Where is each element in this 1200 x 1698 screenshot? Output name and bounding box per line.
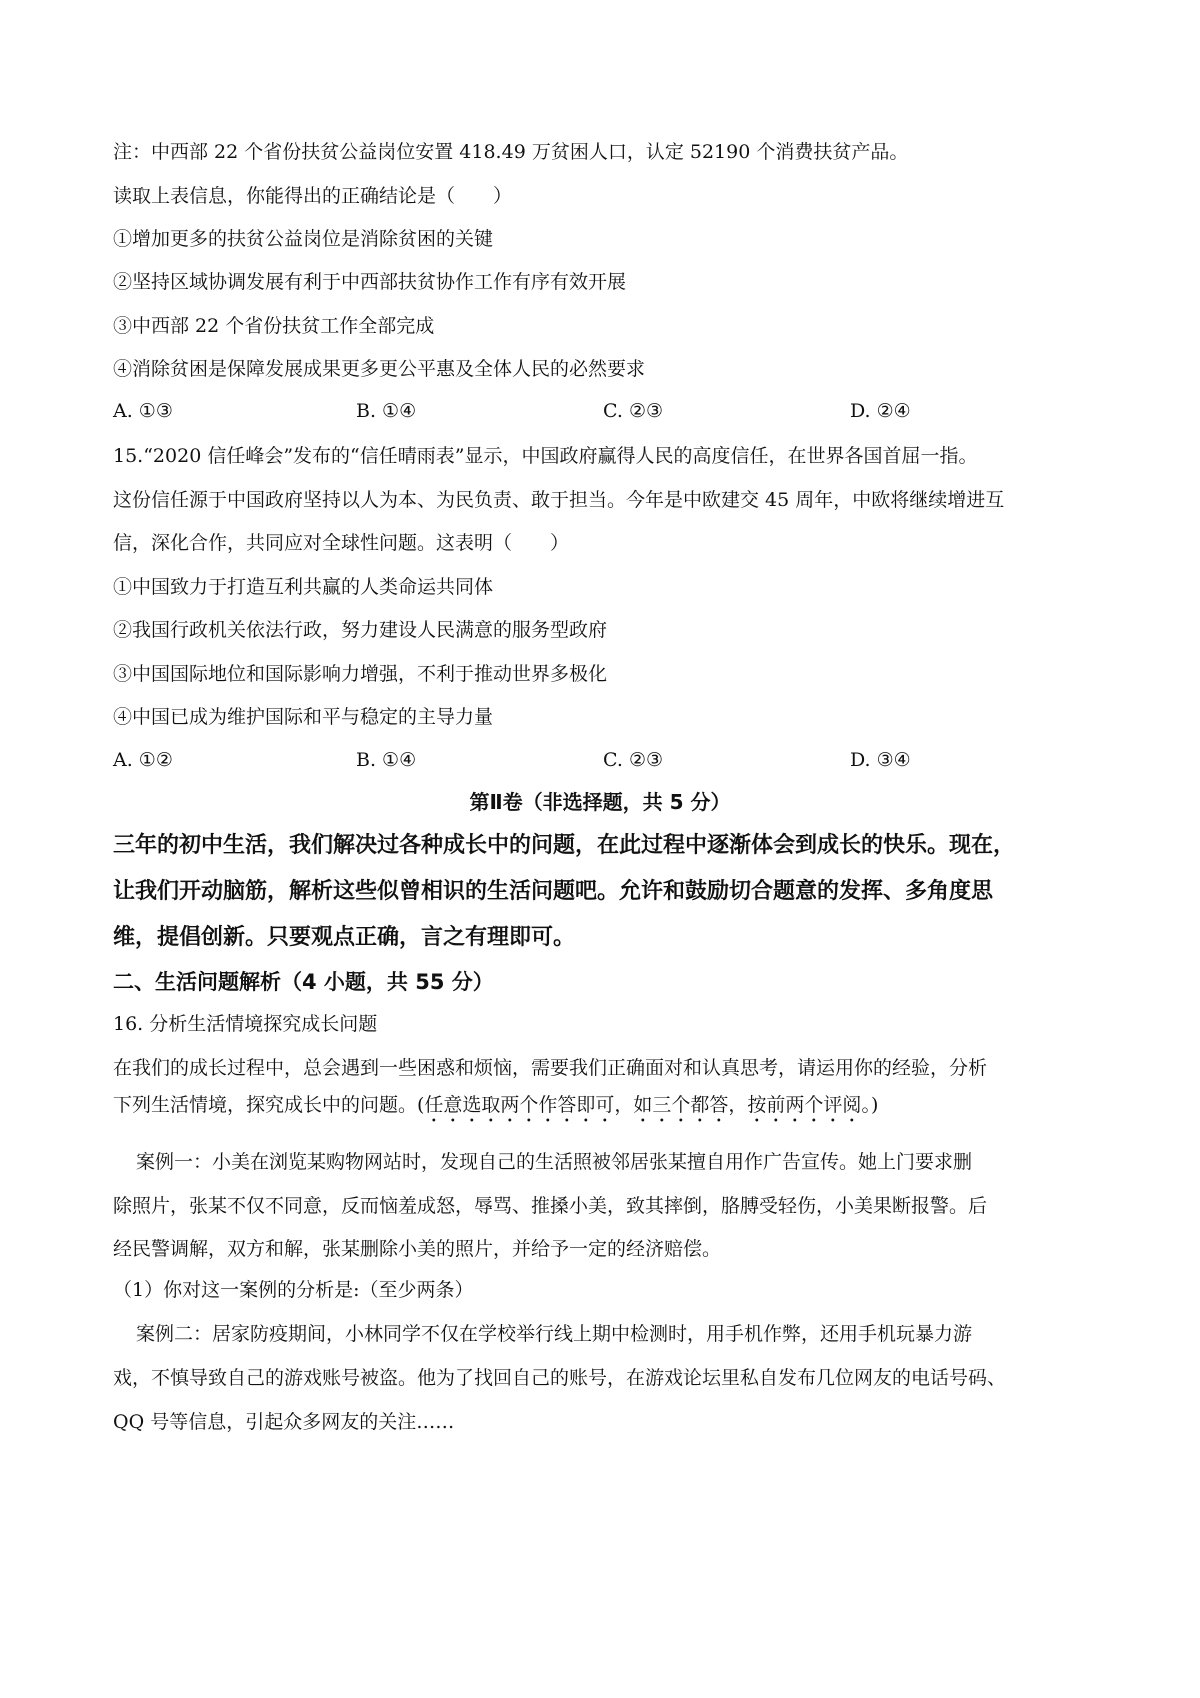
q16-intro-line-1: 在我们的成长过程中，总会遇到一些困惑和烦恼，需要我们正确面对和认真思考，请运用你的经验，分析 xyxy=(113,1057,988,1079)
case2-line-3: QQ 号等信息，引起众多网友的关注…… xyxy=(113,1411,455,1433)
case1-line-1: 案例一：小美在浏览某购物网站时，发现自己的生活照被邻居张某擅自用作广告宣传。她上门要求删 xyxy=(136,1151,973,1173)
q15-stem-line-1: 15.“2020 信任峰会”发布的“信任晴雨表”显示，中国政府赢得人民的高度信任，在世界各国首屈一指。 xyxy=(113,445,978,467)
q14-option-c: C. ②③ xyxy=(603,400,664,422)
q16-intro-prefix: 下列生活情境，探究成长中的问题。( xyxy=(113,1094,425,1116)
q14-note: 注：中西部 22 个省份扶贫公益岗位安置 418.49 万贫困人口，认定 52190 个消费扶贫产品。 xyxy=(113,141,909,163)
q16-intro-emphasis: 任意选取两个作答即可，如三个都答，按前两个评阅 xyxy=(424,1094,862,1116)
section-title: 二、生活问题解析（4 小题，共 55 分） xyxy=(113,970,494,994)
q14-options xyxy=(113,398,1103,424)
q14-item-2: ②坚持区域协调发展有利于中西部扶贫协作工作有序有效开展 xyxy=(113,271,627,293)
part2-title: 第Ⅱ卷（非选择题，共 5 分） xyxy=(469,790,731,814)
q15-stem-line-2: 这份信任源于中国政府坚持以人为本、为民负责、敢于担当。今年是中欧建交 45 周年，中欧将继续增进互 xyxy=(113,489,1005,511)
q16-intro-suffix: 。) xyxy=(861,1094,879,1116)
part2-intro-line-1: 三年的初中生活，我们解决过各种成长中的问题，在此过程中逐渐体会到成长的快乐。现在， xyxy=(113,833,1016,858)
q14-item-3: ③中西部 22 个省份扶贫工作全部完成 xyxy=(113,315,435,337)
q14-item-4: ④消除贫困是保障发展成果更多更公平惠及全体人民的必然要求 xyxy=(113,358,646,380)
q14-option-a: A. ①③ xyxy=(113,400,173,422)
q15-item-4: ④中国已成为维护国际和平与稳定的主导力量 xyxy=(113,706,494,728)
q15-options xyxy=(113,747,1103,773)
case2-line-1: 案例二：居家防疫期间，小林同学不仅在学校举行线上期中检测时，用手机作弊，还用手机玩暴力游 xyxy=(136,1323,973,1345)
part2-intro-line-2: 让我们开动脑筋，解析这些似曾相识的生活问题吧。允许和鼓励切合题意的发挥、多角度思 xyxy=(113,879,994,904)
q16-sub-question-1: （1）你对这一案例的分析是:（至少两条） xyxy=(113,1279,474,1301)
q14-item-1: ①增加更多的扶贫公益岗位是消除贫困的关键 xyxy=(113,228,494,250)
q14-stem: 读取上表信息，你能得出的正确结论是（ ） xyxy=(113,185,513,207)
q15-option-d: D. ③④ xyxy=(850,749,911,771)
case1-line-3: 经民警调解，双方和解，张某删除小美的照片，并给予一定的经济赔偿。 xyxy=(113,1238,722,1260)
part2-intro-line-3: 维，提倡创新。只要观点正确，言之有理即可。 xyxy=(113,925,576,950)
q14-option-b: B. ①④ xyxy=(356,400,417,422)
q16-intro-line-2 xyxy=(113,1092,1103,1127)
q15-stem-line-3: 信，深化合作，共同应对全球性问题。这表明（ ） xyxy=(113,532,570,554)
q15-option-b: B. ①④ xyxy=(356,749,417,771)
q14-option-d: D. ②④ xyxy=(850,400,911,422)
q16-title: 16. 分析生活情境探究成长问题 xyxy=(113,1013,378,1035)
case2-line-2: 戏，不慎导致自己的游戏账号被盗。他为了找回自己的账号，在游戏论坛里私自发布几位网友的电话号码、 xyxy=(113,1367,1007,1389)
q15-option-a: A. ①② xyxy=(113,749,173,771)
q15-item-1: ①中国致力于打造互利共赢的人类命运共同体 xyxy=(113,576,494,598)
q15-option-c: C. ②③ xyxy=(603,749,664,771)
q15-item-3: ③中国国际地位和国际影响力增强，不利于推动世界多极化 xyxy=(113,663,608,685)
case1-line-2: 除照片，张某不仅不同意，反而恼羞成怒，辱骂、推搡小美，致其摔倒，胳膊受轻伤，小美果断报警。后 xyxy=(113,1195,988,1217)
q15-item-2: ②我国行政机关依法行政，努力建设人民满意的服务型政府 xyxy=(113,619,608,641)
